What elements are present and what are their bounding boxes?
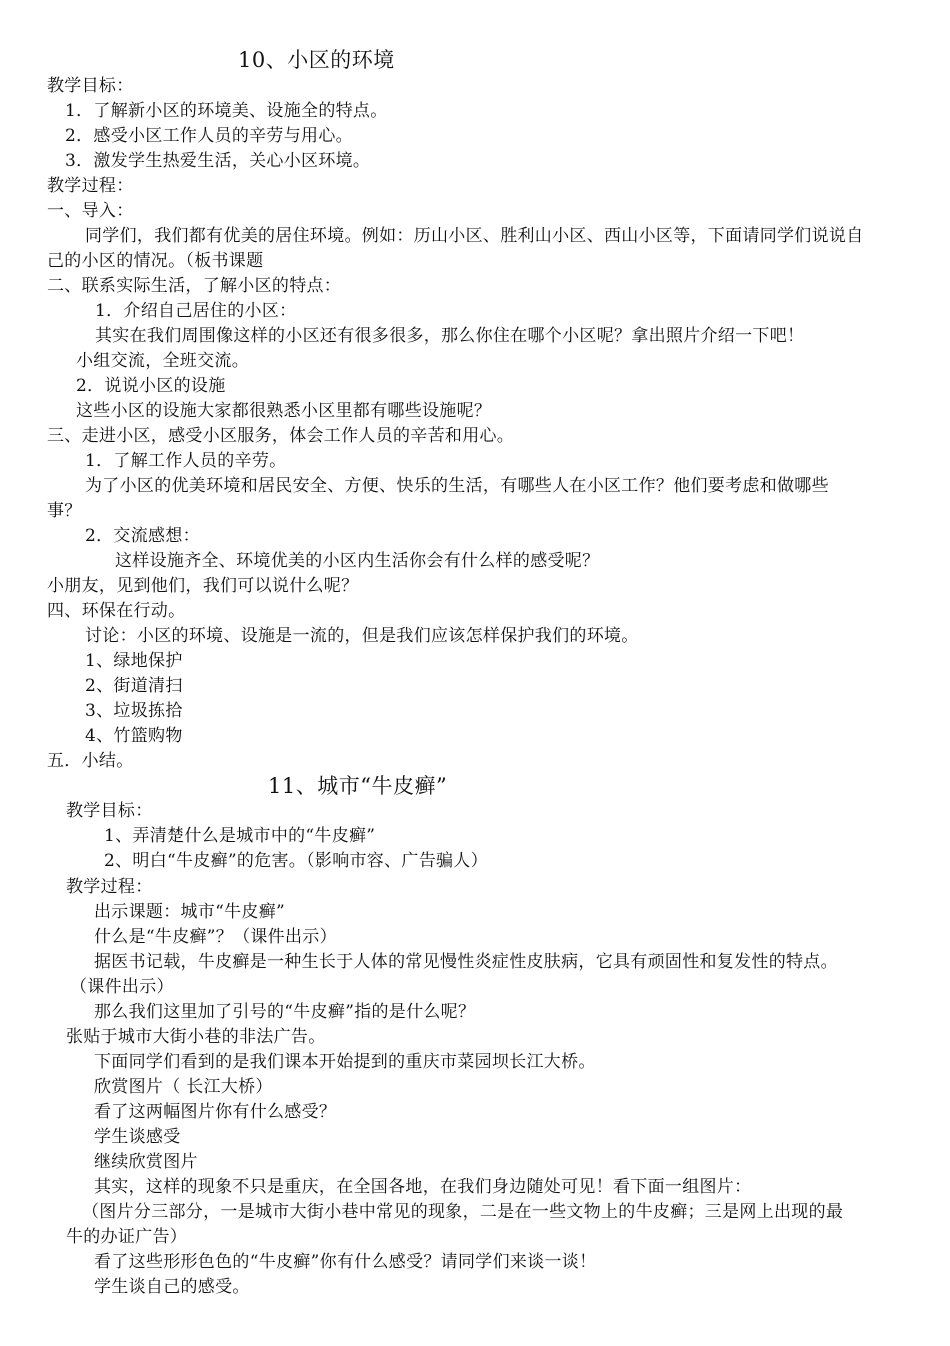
lesson11-line: 继续欣赏图片 (94, 1152, 198, 1172)
lesson10-section1-paragraph-1: 同学们，我们都有优美的居住环境。例如：历山小区、胜利山小区、西山小区等，下面请同学们说说自 (85, 226, 864, 246)
lesson11-line: 张贴于城市大街小巷的非法广告。 (66, 1027, 326, 1047)
lesson11-line: 看了这些形形色色的“牛皮癣”你有什么感受？请同学们来谈一谈！ (94, 1252, 597, 1272)
lesson10-section4-item: 1、绿地保护 (85, 651, 183, 671)
lesson10-section4-item: 2、街道清扫 (85, 676, 183, 696)
lesson10-section2-paragraph-1: 其实在我们周围像这样的小区还有很多很多，那么你住在哪个小区呢？拿出照片介绍一下吧！ (95, 326, 805, 346)
lesson11-goal-2: 2、明白“牛皮癣”的危害。（影响市容、广告骗人） (104, 851, 488, 871)
lesson10-process-heading: 教学过程： (47, 176, 134, 196)
lesson11-line: 下面同学们看到的是我们课本开始提到的重庆市菜园坝长江大桥。 (94, 1052, 596, 1072)
lesson10-section4-item: 4、竹篮购物 (85, 726, 183, 746)
lesson10-goal-1: 1．了解新小区的环境美、设施全的特点。 (65, 101, 388, 121)
lesson10-section4-heading: 四、环保在行动。 (47, 601, 186, 621)
lesson11-line: 那么我们这里加了引号的“牛皮癣”指的是什么呢？ (94, 1002, 476, 1022)
lesson10-section3-item-2: 2．交流感想： (85, 526, 200, 546)
lesson11-title: 11、城市“牛皮癣” (268, 774, 448, 798)
lesson10-goals-heading: 教学目标： (47, 76, 134, 96)
lesson10-section2-paragraph-2: 小组交流，全班交流。 (76, 351, 249, 371)
lesson10-goal-3: 3．激发学生热爱生活，关心小区环境。 (65, 151, 371, 171)
lesson11-process-heading: 教学过程： (66, 877, 153, 897)
lesson10-section2-heading: 二、联系实际生活，了解小区的特点： (47, 276, 342, 296)
lesson11-line: （课件出示） (70, 977, 174, 997)
lesson11-line: 欣赏图片（ 长江大桥） (94, 1077, 273, 1097)
lesson11-line: （图片分三部分，一是城市大街小巷中常见的现象，二是在一些文物上的牛皮癣；三是网上出现的最 (82, 1202, 844, 1222)
lesson11-line: 据医书记载，牛皮癣是一种生长于人体的常见慢性炎症性皮肤病，它具有顽固性和复发性的特点。 (94, 952, 838, 972)
lesson10-section3-paragraph-1: 为了小区的优美环境和居民安全、方便、快乐的生活，有哪些人在小区工作？他们要考虑和做哪些 (85, 476, 829, 496)
lesson10-title: 10、小区的环境 (238, 48, 395, 72)
lesson11-line: 看了这两幅图片你有什么感受？ (94, 1102, 337, 1122)
lesson10-section3-paragraph-2: 事？ (47, 501, 82, 521)
lesson11-goals-heading: 教学目标： (66, 801, 153, 821)
lesson11-line: 出示课题：城市“牛皮癣” (94, 902, 285, 922)
lesson10-section2-item-2: 2．说说小区的设施 (76, 376, 226, 396)
lesson11-line: 什么是“牛皮癣”？（课件出示） (94, 927, 337, 947)
lesson10-section2-item-1: 1．介绍自己居住的小区： (95, 301, 297, 321)
lesson10-section3-item-1: 1．了解工作人员的辛劳。 (85, 451, 287, 471)
lesson10-section2-paragraph-3: 这些小区的设施大家都很熟悉小区里都有哪些设施呢？ (76, 401, 492, 421)
lesson11-line: 学生谈感受 (94, 1127, 181, 1147)
lesson11-goal-1: 1、弄清楚什么是城市中的“牛皮癣” (104, 826, 376, 846)
lesson10-section1-paragraph-2: 己的小区的情况。（板书课题 (47, 251, 264, 271)
lesson10-section3-paragraph-3: 这样设施齐全、环境优美的小区内生活你会有什么样的感受呢？ (115, 551, 600, 571)
lesson10-section3-heading: 三、走进小区，感受小区服务，体会工作人员的辛苦和用心。 (47, 426, 515, 446)
lesson11-line: 其实，这样的现象不只是重庆，在全国各地，在我们身边随处可见！看下面一组图片： (94, 1177, 752, 1197)
lesson11-line: 学生谈自己的感受。 (94, 1277, 250, 1297)
lesson11-line: 牛的办证广告） (66, 1227, 188, 1247)
lesson10-section3-paragraph-4: 小朋友，见到他们，我们可以说什么呢？ (47, 576, 359, 596)
lesson10-section4-item: 3、垃圾拣拾 (85, 701, 183, 721)
lesson10-section5-heading: 五．小结。 (47, 751, 134, 771)
lesson10-goal-2: 2．感受小区工作人员的辛劳与用心。 (65, 126, 353, 146)
lesson10-section4-paragraph-1: 讨论：小区的环境、设施是一流的，但是我们应该怎样保护我们的环境。 (85, 626, 639, 646)
lesson10-section1-heading: 一、导入： (47, 201, 134, 221)
